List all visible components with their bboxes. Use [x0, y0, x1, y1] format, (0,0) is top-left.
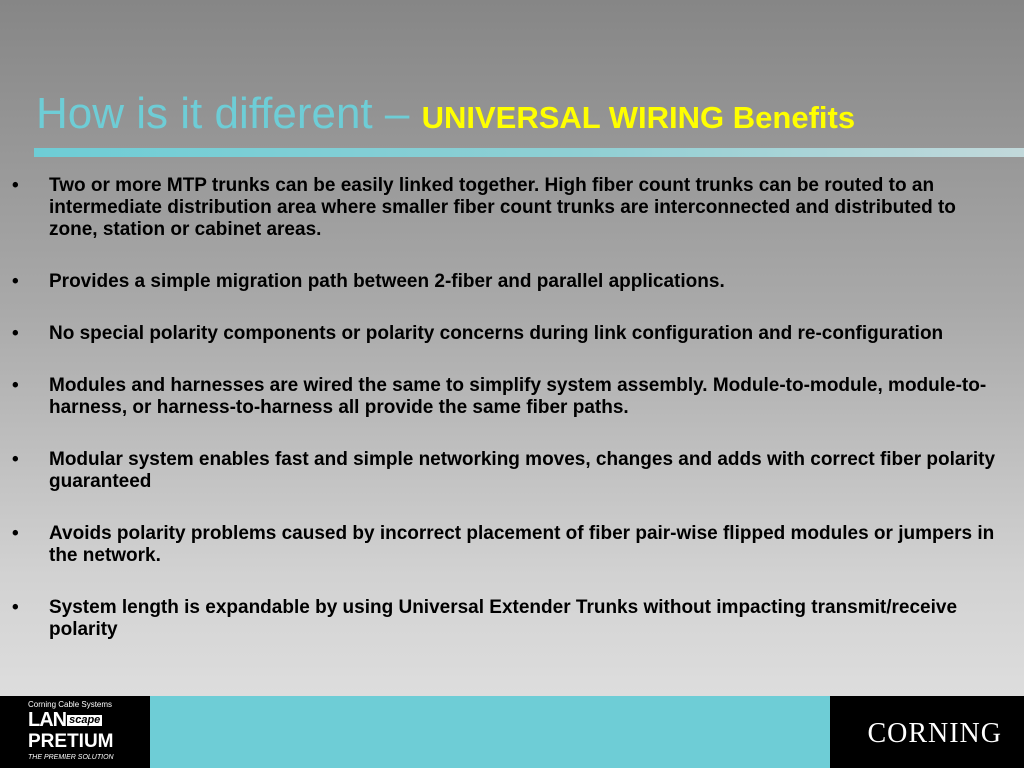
bullet-text: Two or more MTP trunks can be easily linked together. High fiber count trunks can be routed to an intermediate distribution area where smaller fiber count trunks are interconnected and distributed to zone, station or cabinet areas. [49, 175, 956, 240]
bullet-marker: • [12, 449, 19, 470]
lanscape-wordmark [28, 710, 102, 730]
bullet-item [0, 523, 1000, 567]
bullet-marker: • [12, 323, 19, 344]
corning-wordmark: CORNING [867, 718, 1002, 749]
scape-text: scape [69, 714, 101, 726]
footer-band [0, 696, 1024, 768]
bullet-text: Modules and harnesses are wired the same to simplify system assembly. Module-to-module, module-to-harness, or harness-to-harness all provide the same fiber paths. [49, 375, 987, 418]
bullet-item [0, 597, 1000, 641]
bullet-item [0, 375, 1000, 419]
bullet-text: Provides a simple migration path between 2-fiber and parallel applications. [49, 271, 725, 292]
bullet-marker: • [12, 597, 19, 618]
bullet-item [0, 449, 1000, 493]
bullet-marker: • [12, 175, 19, 196]
bullet-text: No special polarity components or polarity concerns during link configuration and re-configuration [49, 323, 944, 344]
bullet-marker: • [12, 523, 19, 544]
lan-text: LAN [28, 709, 67, 731]
bullet-item [0, 175, 1000, 241]
bullet-marker: • [12, 375, 19, 396]
bullet-list [0, 175, 1000, 671]
slide-title-sub: UNIVERSAL WIRING Benefits [421, 100, 856, 135]
lanscape-pretium-logo [0, 696, 150, 768]
title-underline [34, 148, 1024, 157]
bullet-text: Avoids polarity problems caused by incorrect placement of fiber pair-wise flipped modules or jumpers in the network. [49, 523, 995, 566]
slide-title [36, 89, 856, 138]
bullet-item [0, 271, 1000, 293]
bullet-text: System length is expandable by using Universal Extender Trunks without impacting transmit/receive polarity [49, 597, 958, 640]
bullet-text: Modular system enables fast and simple networking moves, changes and adds with correct fiber polarity guaranteed [49, 449, 996, 492]
pretium-text: PRETIUM [28, 731, 114, 752]
corning-logo [830, 696, 1024, 768]
slide-title-main: How is it different – [36, 89, 422, 138]
company-label: Corning Cable Systems [28, 700, 113, 709]
bullet-item [0, 323, 1000, 345]
bullet-marker: • [12, 271, 19, 292]
tagline-text: THE PREMIER SOLUTION [28, 754, 114, 761]
